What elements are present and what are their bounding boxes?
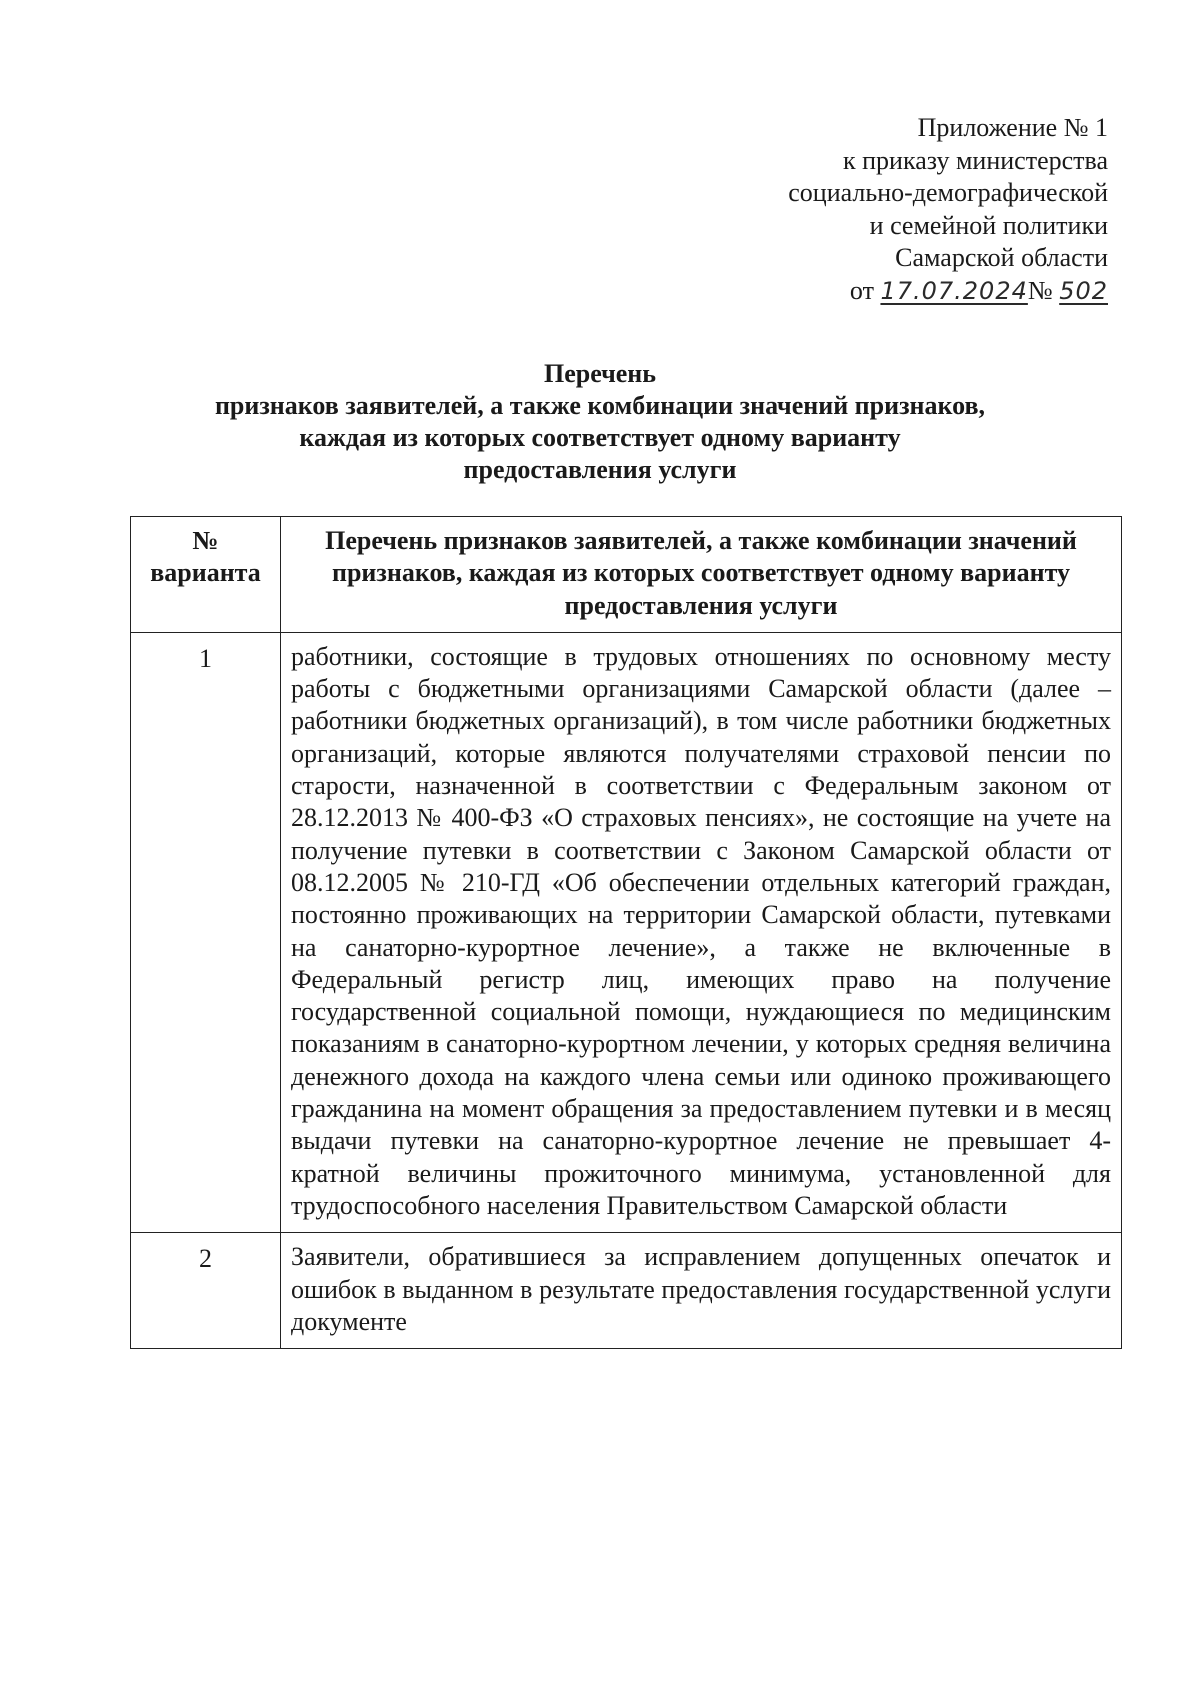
title-line-1: Перечень	[543, 359, 657, 388]
date-prefix: от	[849, 275, 874, 305]
row-description: Заявители, обратившиеся за исправлением допущенных опечаток и ошибок в выданном в результате предоставления государственной услуги документе	[281, 1233, 1122, 1349]
appendix-ministry-line2: и семейной политики	[869, 210, 1108, 240]
appendix-date-line	[588, 275, 1108, 308]
table-header-row	[131, 517, 1122, 633]
appendix-ministry-line1: социально-демографической	[788, 178, 1108, 207]
title-line-3: каждая из которых соответствует одному варианту	[299, 423, 901, 452]
title-line-2: признаков заявителей, а также комбинации значений признаков,	[214, 391, 986, 420]
header-description: Перечень признаков заявителей, а также комбинации значений признаков, каждая из которых соответствует одному варианту предоставления услуги	[281, 517, 1122, 633]
number-prefix: №	[1027, 275, 1053, 305]
appendix-order-ref: к приказу министерства	[843, 145, 1108, 175]
appendix-title: Приложение № 1	[917, 113, 1108, 142]
table-row	[131, 1233, 1122, 1349]
handwritten-date: 17.07.2024	[880, 276, 1028, 305]
variants-table	[130, 516, 1122, 1349]
title-line-4: предоставления услуги	[463, 455, 737, 484]
row-description: работники, состоящие в трудовых отношениях по основному месту работы с бюджетными организациями Самарской области (далее – работники бюджетных организаций), в том числе работники бюджетных организаций, которые являются получателями страховой пенсии по старости, назначенной в соответствии с Федеральным законом от 28.12.2013 № 400-ФЗ «О страховых пенсиях», не состоящие на учете на получение путевки в соответствии с Законом Самарской области от 08.12.2005 № 210-ГД «Об обеспечении отдельных категорий граждан, постоянно проживающих на территории Самарской области, путевками на санаторно-курортное лечение», а также не включенные в Федеральный регистр лиц, имеющих право на получение государственной социальной помощи, нуждающиеся по медицинским показаниям в санаторно-курортном лечении, у которых средняя величина денежного дохода на каждого члена семьи или одиноко проживающего гражданина на момент обращения за предоставлением путевки и в месяц выдачи путевки на санаторно-курортное лечение не превышает 4-кратной величины прожиточного минимума, установленной для трудоспособного населения Правительством Самарской области	[281, 632, 1122, 1232]
appendix-region: Самарской области	[895, 243, 1108, 272]
header-variant-number: № варианта	[131, 517, 281, 633]
table-row	[131, 632, 1122, 1232]
appendix-header	[588, 112, 1108, 307]
row-number: 1	[131, 632, 281, 1232]
handwritten-number: 502	[1059, 276, 1108, 305]
row-number: 2	[131, 1233, 281, 1349]
document-title	[0, 358, 1200, 486]
